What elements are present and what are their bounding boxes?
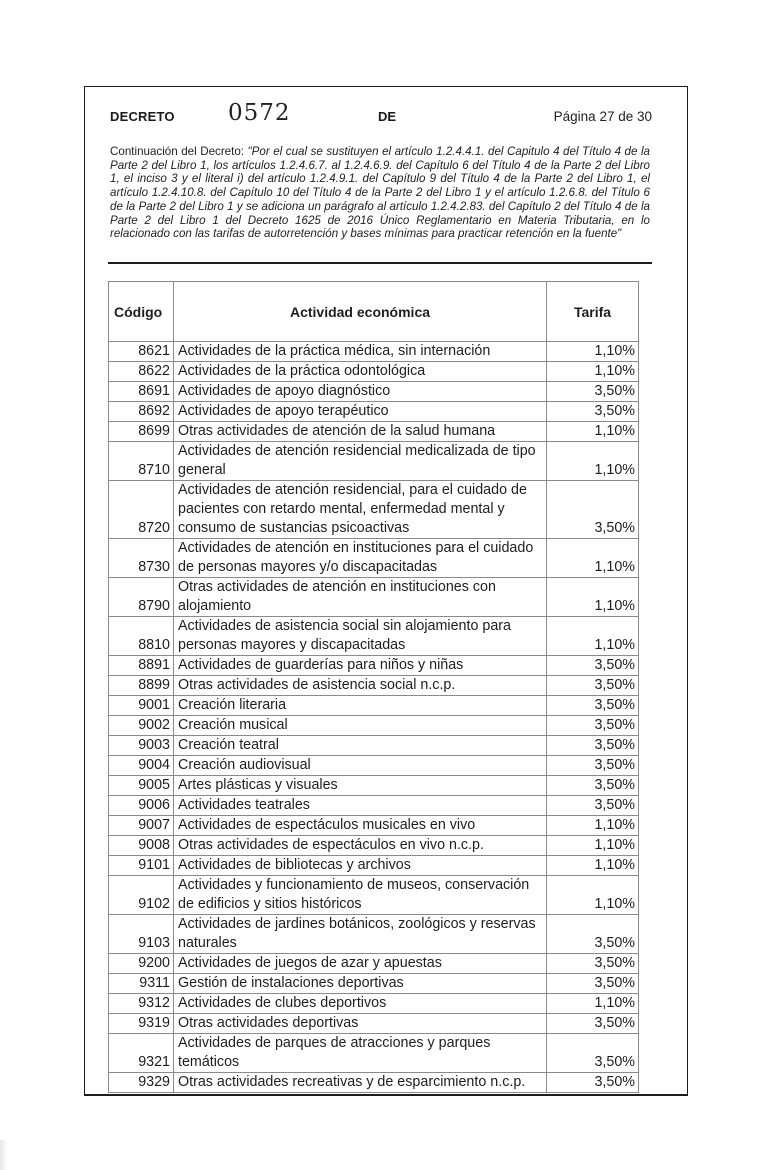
row-activity: Creación audiovisual [174,756,547,776]
table-row [109,994,639,1014]
row-activity: Creación literaria [174,696,547,716]
row-code: 8720 [109,481,174,539]
table-row [109,856,639,876]
table-row [109,716,639,736]
row-code: 8699 [109,422,174,442]
row-activity: Actividades de atención en instituciones para el cuidado de personas mayores y/o discapacitadas [174,539,547,578]
row-activity: Actividades de atención residencial, para el cuidado de pacientes con retardo mental, enfermedad mental y consumo de sustancias psicoactivas [174,481,547,539]
preamble-title-quote: "Por el cual se sustituyen el artículo 1.2.4.4.1. del Capitulo 4 del Título 4 de la Parte 2 del Libro 1, los artículos 1.2.4.6.7. al 1.2.4.6.9. del Capítulo 6 del Título 4 de la Parte 2 del Libro 1, el inciso 3 y el literal i) del artículo 1.2.4.9.1. del Capítulo 9 del Título 4 de la Parte 2 del Libro 1, el artículo 1.2.4.10.8. del Capítulo 10 del Título 4 de la Parte 2 del Libro 1 y el artículo 1.2.6.8. del Título 6 de la Parte 2 del Libro 1 y se adiciona un parágrafo al artículo 1.2.4.2.83. del Capítulo 2 del Título 4 de la Parte 2 del Libro 1 del Decreto 1625 de 2016 Único Reglamentario en Materia Tributaria, en lo relacionado con las tarifas de autorretención y bases mínimas para practicar retención en la fuente" [110,145,650,241]
row-rate: 1,10% [547,362,639,382]
row-activity: Actividades de asistencia social sin alojamiento para personas mayores y discapacitadas [174,617,547,656]
row-activity: Otras actividades de espectáculos en vivo n.c.p. [174,836,547,856]
row-rate: 3,50% [547,402,639,422]
table-body [109,342,639,1093]
row-rate: 3,50% [547,656,639,676]
scan-artifact [0,1140,8,1170]
table-row [109,481,639,539]
table-row [109,756,639,776]
row-rate: 3,50% [547,676,639,696]
row-code: 9004 [109,756,174,776]
row-rate: 1,10% [547,422,639,442]
row-activity: Creación musical [174,716,547,736]
row-code: 9101 [109,856,174,876]
row-rate: 3,50% [547,1073,639,1093]
table-row [109,656,639,676]
row-code: 8899 [109,676,174,696]
table-row [109,676,639,696]
table-row [109,362,639,382]
row-activity: Otras actividades de atención en instituciones con alojamiento [174,578,547,617]
row-activity: Gestión de instalaciones deportivas [174,974,547,994]
row-rate: 3,50% [547,796,639,816]
row-rate: 1,10% [547,342,639,362]
table-row [109,1034,639,1073]
row-rate: 1,10% [547,816,639,836]
row-rate: 1,10% [547,994,639,1014]
row-rate: 3,50% [547,1014,639,1034]
table-row [109,696,639,716]
row-activity: Actividades de bibliotecas y archivos [174,856,547,876]
table-row [109,342,639,362]
table-row [109,422,639,442]
row-code: 8622 [109,362,174,382]
row-rate: 3,50% [547,776,639,796]
row-code: 9008 [109,836,174,856]
row-activity: Actividades de apoyo terapéutico [174,402,547,422]
row-code: 9103 [109,915,174,954]
row-activity: Artes plásticas y visuales [174,776,547,796]
tariff-table [108,281,639,1093]
row-code: 9006 [109,796,174,816]
decree-preamble [110,145,650,241]
table-row [109,954,639,974]
row-rate: 3,50% [547,736,639,756]
row-code: 8692 [109,402,174,422]
row-activity: Actividades de jardines botánicos, zoológicos y reservas naturales [174,915,547,954]
row-activity: Actividades de atención residencial medicalizada de tipo general [174,442,547,481]
row-activity: Actividades de parques de atracciones y parques temáticos [174,1034,547,1073]
table-row [109,776,639,796]
row-activity: Actividades de espectáculos musicales en vivo [174,816,547,836]
row-code: 8790 [109,578,174,617]
row-rate: 3,50% [547,481,639,539]
row-activity: Actividades de clubes deportivos [174,994,547,1014]
table-row [109,974,639,994]
table-row [109,915,639,954]
row-code: 9003 [109,736,174,756]
table-row [109,1073,639,1093]
column-header-code: Código [109,282,174,342]
row-rate: 3,50% [547,756,639,776]
row-activity: Actividades de la práctica odontológica [174,362,547,382]
preamble-divider [108,262,652,264]
row-code: 9312 [109,994,174,1014]
table-row [109,816,639,836]
row-code: 9007 [109,816,174,836]
row-code: 9321 [109,1034,174,1073]
row-rate: 3,50% [547,716,639,736]
decree-de-label: DE [378,109,397,124]
table-row [109,876,639,915]
row-code: 9005 [109,776,174,796]
row-rate: 1,10% [547,442,639,481]
row-rate: 3,50% [547,696,639,716]
table-row [109,1014,639,1034]
row-rate: 1,10% [547,617,639,656]
row-activity: Actividades de la práctica médica, sin internación [174,342,547,362]
row-rate: 1,10% [547,539,639,578]
row-rate: 3,50% [547,1034,639,1073]
row-activity: Otras actividades recreativas y de esparcimiento n.c.p. [174,1073,547,1093]
preamble-lead: Continuación del Decreto: [110,145,248,158]
column-header-activity: Actividad económica [174,282,547,342]
table-row [109,736,639,756]
row-rate: 3,50% [547,382,639,402]
row-rate: 1,10% [547,836,639,856]
row-activity: Actividades de guarderías para niños y niñas [174,656,547,676]
table-header-row [109,282,639,342]
table-row [109,617,639,656]
table-row [109,836,639,856]
row-code: 9001 [109,696,174,716]
row-code: 9311 [109,974,174,994]
table-row [109,382,639,402]
table-row [109,578,639,617]
row-code: 9329 [109,1073,174,1093]
decree-label: DECRETO [110,109,175,124]
row-activity: Otras actividades de asistencia social n.c.p. [174,676,547,696]
row-code: 8691 [109,382,174,402]
row-code: 9200 [109,954,174,974]
row-activity: Actividades y funcionamiento de museos, conservación de edificios y sitios históricos [174,876,547,915]
row-code: 9102 [109,876,174,915]
row-code: 8891 [109,656,174,676]
table-row [109,442,639,481]
decree-number: 0572 [228,100,291,126]
row-code: 8621 [109,342,174,362]
table-row [109,402,639,422]
row-rate: 1,10% [547,876,639,915]
table-row [109,539,639,578]
row-rate: 1,10% [547,578,639,617]
row-activity: Otras actividades deportivas [174,1014,547,1034]
row-code: 8810 [109,617,174,656]
row-activity: Actividades de apoyo diagnóstico [174,382,547,402]
row-activity: Otras actividades de atención de la salud humana [174,422,547,442]
row-code: 9002 [109,716,174,736]
row-code: 8730 [109,539,174,578]
row-rate: 3,50% [547,915,639,954]
row-activity: Actividades teatrales [174,796,547,816]
row-code: 8710 [109,442,174,481]
table-row [109,796,639,816]
row-activity: Creación teatral [174,736,547,756]
page-indicator: Página 27 de 30 [553,109,652,124]
row-rate: 3,50% [547,954,639,974]
column-header-rate: Tarifa [547,282,639,342]
row-activity: Actividades de juegos de azar y apuestas [174,954,547,974]
row-rate: 1,10% [547,856,639,876]
row-code: 9319 [109,1014,174,1034]
row-rate: 3,50% [547,974,639,994]
